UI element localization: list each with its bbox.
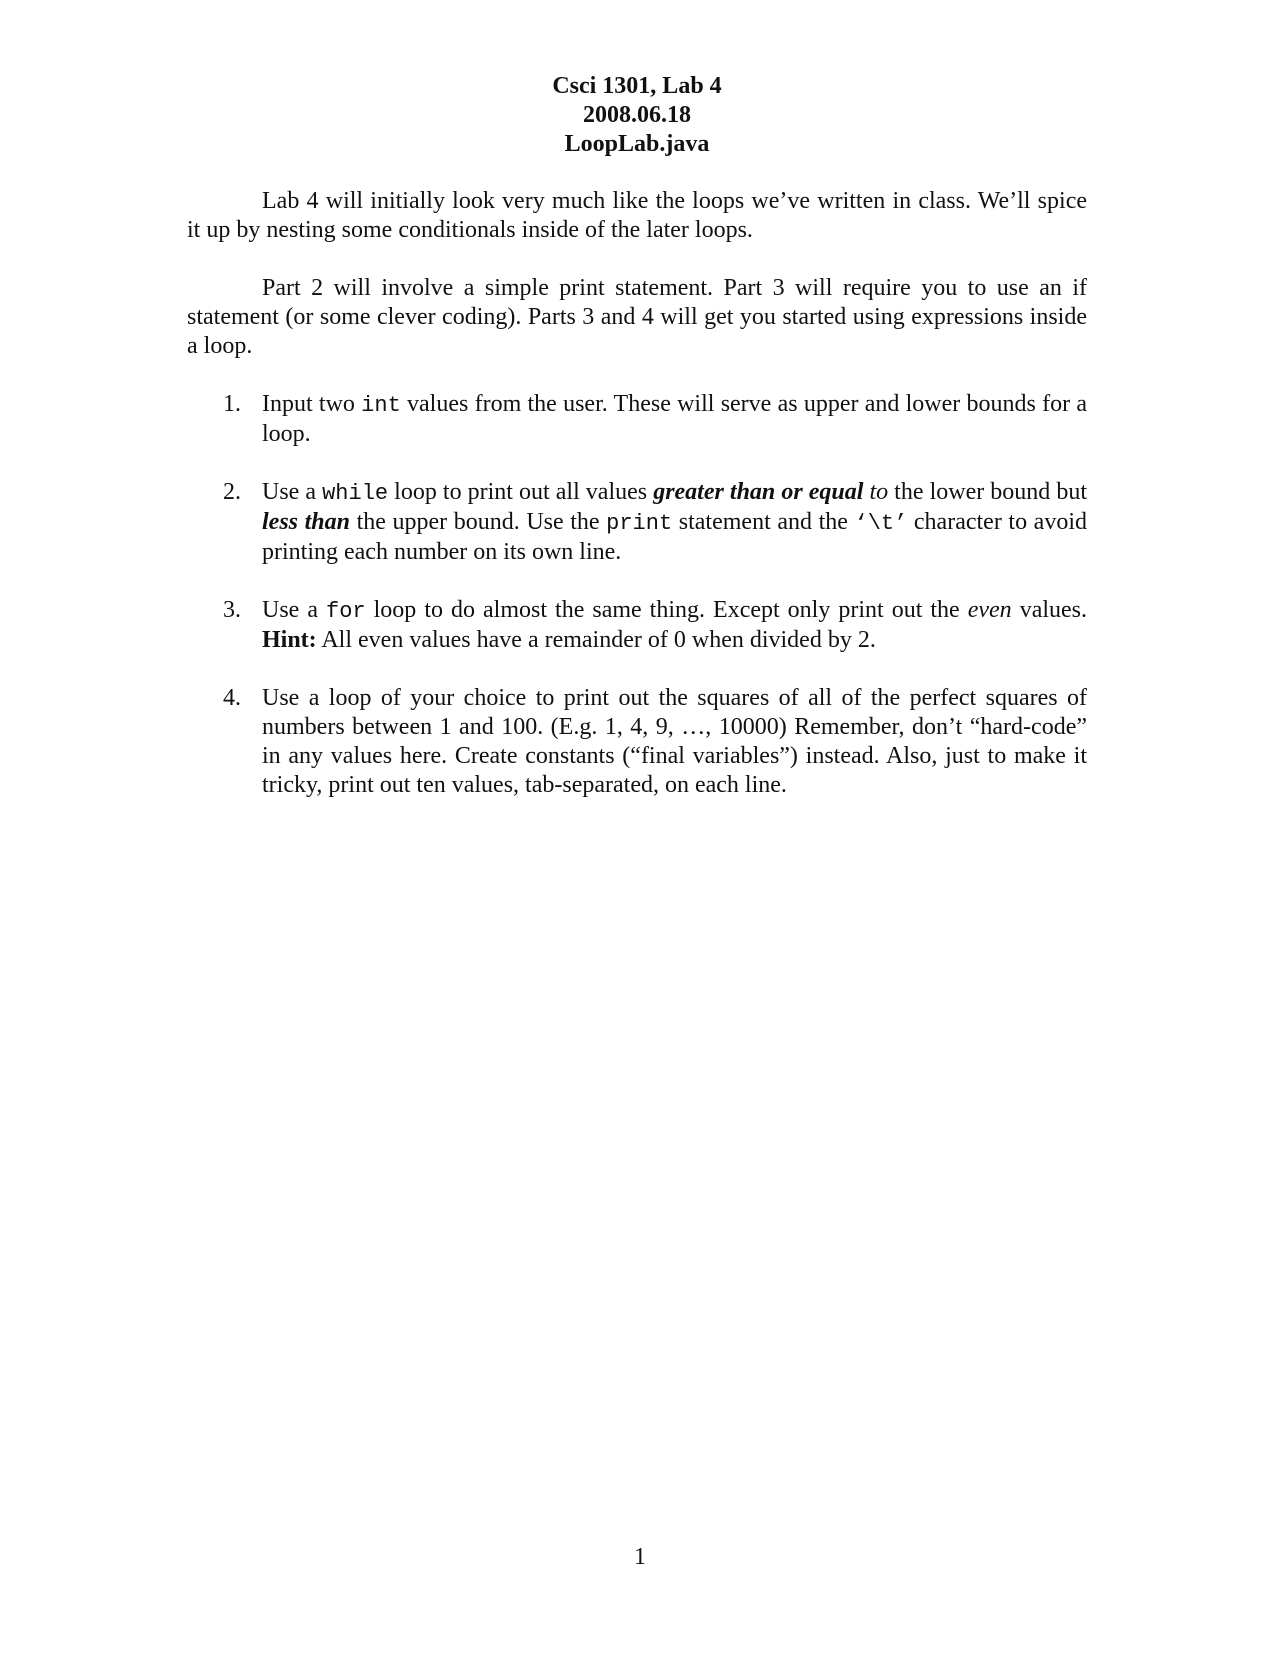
task-text: values. xyxy=(1011,597,1088,623)
code-keyword: while xyxy=(322,481,389,506)
code-keyword: int xyxy=(361,393,401,418)
task-item-2 xyxy=(187,478,1087,567)
task-text: the lower bound but xyxy=(888,479,1087,505)
emphasis-text: greater than or equal xyxy=(653,479,864,505)
task-text: character to avoid printing each number on its own line. xyxy=(262,509,1087,565)
title-block xyxy=(187,72,1087,159)
document-page xyxy=(187,72,1087,829)
emphasis-text: to xyxy=(863,479,889,505)
emphasis-text: even xyxy=(967,597,1012,623)
hint-label: Hint: xyxy=(262,627,317,653)
code-keyword: ‘\t’ xyxy=(854,511,908,536)
lab-date: 2008.06.18 xyxy=(583,102,691,128)
code-keyword: print xyxy=(606,511,673,536)
lab-filename: LoopLab.java xyxy=(564,131,710,157)
code-keyword: for xyxy=(326,599,366,624)
task-text: values from the user. These will serve as upper and lower bounds for a loop. xyxy=(262,391,1087,447)
page-number: 1 xyxy=(634,1544,646,1570)
task-text: loop to print out all values xyxy=(388,479,654,505)
task-number: 2. xyxy=(223,479,241,505)
task-text: Use a loop of your choice to print out the squares of all of the perfect squares of numbers between 1 and 100. (E.g. 1, 4, 9, …, 10000) Remember, don’t “hard-code” in any values here. Create constants (“final variables”) instead. Also, just to make it tricky, print out ten values, tab-separated, on each line. xyxy=(262,685,1087,798)
intro-paragraph-2: Part 2 will involve a simple print statement. Part 3 will require you to use an if statement (or some clever coding). Parts 3 and 4 will get you started using expressions inside a loop. xyxy=(187,275,1087,359)
course-title: Csci 1301, Lab 4 xyxy=(552,73,722,99)
task-list xyxy=(187,390,1087,800)
emphasis-text: less than xyxy=(262,509,350,535)
task-text: Use a xyxy=(262,597,327,623)
task-text: statement and the xyxy=(672,509,855,535)
intro-paragraph-1: Lab 4 will initially look very much like the loops we’ve written in class. We’ll spice it up by nesting some conditionals inside of the later loops. xyxy=(187,188,1087,243)
task-text: the upper bound. Use the xyxy=(349,509,607,535)
task-text: Use a xyxy=(262,479,323,505)
task-text: loop to do almost the same thing. Except only print out the xyxy=(365,597,968,623)
task-item-3 xyxy=(187,596,1087,655)
task-text: Input two xyxy=(262,391,362,417)
task-number: 3. xyxy=(223,597,241,623)
task-number: 4. xyxy=(223,685,241,711)
task-text: All even values have a remainder of 0 when divided by 2. xyxy=(316,627,876,653)
task-item-4 xyxy=(187,684,1087,800)
task-item-1 xyxy=(187,390,1087,449)
task-number: 1. xyxy=(223,391,241,417)
